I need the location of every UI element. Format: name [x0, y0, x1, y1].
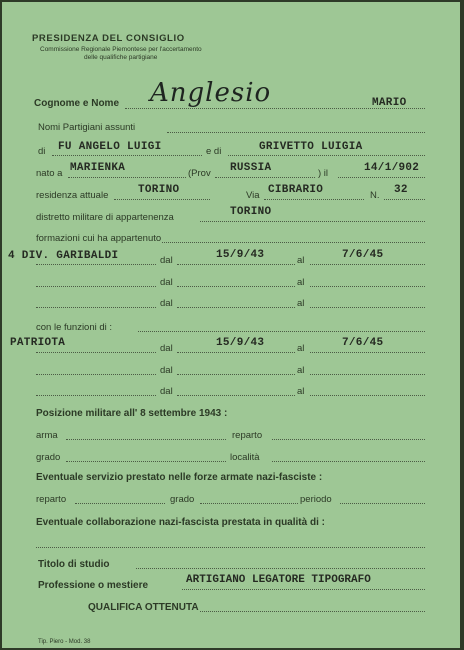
value-nato-a: MARIENKA	[70, 162, 126, 174]
label-residenza: residenza attuale	[36, 190, 109, 201]
label-dal-3: dal	[160, 298, 173, 309]
field-line-servizio-reparto	[75, 503, 165, 504]
field-line-formazione-2	[36, 286, 156, 287]
field-line-grado	[66, 461, 226, 462]
label-fal-3: al	[297, 386, 305, 397]
field-line-data-nascita	[338, 177, 425, 178]
label-e-di: e di	[206, 146, 222, 157]
field-line-servizio-grado	[200, 503, 298, 504]
label-grado: grado	[36, 452, 61, 463]
label-nato-a: nato a	[36, 168, 63, 179]
value-numero: 32	[394, 184, 408, 196]
printer-imprint: Tip. Piero - Mod. 38	[38, 639, 91, 645]
label-servizio-grado: grado	[170, 494, 195, 505]
field-line-funzioni	[138, 331, 425, 332]
field-line-fdal-2	[177, 374, 295, 375]
field-line-nato	[68, 177, 186, 178]
label-distretto: distretto militare di appartenenza	[36, 212, 174, 223]
field-line-dal-3	[177, 307, 295, 308]
value-funzione-al: 7/6/45	[342, 337, 384, 349]
label-servizio-reparto: reparto	[36, 494, 67, 505]
label-fdal-3: dal	[160, 386, 173, 397]
header-line-1: Commissione Regionale Piemontese per l'accertamento	[40, 46, 202, 53]
field-line-funzione-1	[36, 352, 156, 353]
field-line-al-3	[310, 307, 425, 308]
label-formazioni: formazioni cui ha appartenuto	[36, 233, 162, 244]
field-line-fal-2	[310, 374, 425, 375]
label-titolo-studio: Titolo di studio	[38, 559, 110, 570]
header-title: PRESIDENZA DEL CONSIGLIO	[32, 33, 185, 44]
label-posizione-militare: Posizione militare all' 8 settembre 1943 :	[36, 408, 228, 419]
field-line-fdal-3	[177, 395, 295, 396]
value-funzione: PATRIOTA	[10, 337, 66, 349]
value-data-nascita: 14/1/902	[364, 162, 420, 174]
label-fdal-2: dal	[160, 365, 173, 376]
label-funzioni: con le funzioni di :	[36, 322, 113, 333]
label-arma: arma	[36, 430, 58, 441]
label-collaborazione: Eventuale collaborazione nazi-fascista prestata in qualità di :	[36, 517, 325, 528]
value-formazione-dal: 15/9/43	[216, 249, 265, 261]
field-line-funzione-2	[36, 374, 156, 375]
field-line-funzione-3	[36, 395, 156, 396]
value-funzione-dal: 15/9/43	[216, 337, 265, 349]
label-nomi-partigiani: Nomi Partigiani assunti	[38, 122, 136, 133]
field-line-reparto	[272, 439, 425, 440]
field-line-formazione-3	[36, 307, 156, 308]
field-line-dal-2	[177, 286, 295, 287]
value-distretto: TORINO	[230, 206, 272, 218]
label-servizio-nazifascista: Eventuale servizio prestato nelle forze armate nazi-fasciste :	[36, 472, 323, 483]
field-line-fdal-1	[177, 352, 295, 353]
field-line-qualifica	[200, 611, 425, 612]
label-numero: N.	[370, 190, 380, 201]
field-line-dal-1	[177, 264, 295, 265]
value-padre: FU ANGELO LUIGI	[58, 141, 162, 153]
field-line-nomi	[167, 132, 425, 133]
value-nome: MARIO	[372, 97, 407, 109]
field-line-professione	[182, 589, 425, 590]
field-line-formazione-1	[36, 264, 156, 265]
label-fal-1: al	[297, 343, 305, 354]
header-line-2: delle qualifiche partigiane	[84, 54, 158, 61]
field-line-fal-3	[310, 395, 425, 396]
value-residenza: TORINO	[138, 184, 180, 196]
field-line-servizio-periodo	[340, 503, 425, 504]
field-line-padre	[52, 155, 202, 156]
label-professione: Professione o mestiere	[38, 580, 149, 591]
field-line-localita	[272, 461, 425, 462]
value-madre: GRIVETTO LUIGIA	[259, 141, 363, 153]
field-line-fal-1	[310, 352, 425, 353]
value-via: CIBRARIO	[268, 184, 324, 196]
label-di: di	[38, 146, 46, 157]
value-professione: ARTIGIANO LEGATORE TIPOGRAFO	[186, 574, 371, 586]
value-formazione: 4 DIV. GARIBALDI	[8, 250, 119, 262]
field-line-collaborazione	[36, 547, 425, 548]
field-line-titolo-studio	[136, 568, 425, 569]
label-al-2: al	[297, 277, 305, 288]
label-fal-2: al	[297, 365, 305, 376]
label-dal-1: dal	[160, 255, 173, 266]
field-line-distretto	[200, 221, 425, 222]
field-line-formazioni	[162, 242, 425, 243]
field-line-prov	[215, 177, 315, 178]
label-via: Via	[246, 190, 260, 201]
label-dal-2: dal	[160, 277, 173, 288]
label-al-1: al	[297, 255, 305, 266]
label-prov: (Prov	[188, 168, 211, 179]
label-cognome-nome: Cognome e Nome	[34, 98, 120, 109]
field-line-madre	[228, 155, 425, 156]
field-line-residenza	[114, 199, 210, 200]
label-localita: località	[230, 452, 260, 463]
value-formazione-al: 7/6/45	[342, 249, 384, 261]
field-line-al-2	[310, 286, 425, 287]
field-line-al-1	[310, 264, 425, 265]
label-al-3: al	[297, 298, 305, 309]
value-prov: RUSSIA	[230, 162, 272, 174]
label-servizio-periodo: periodo	[300, 494, 332, 505]
label-qualifica: QUALIFICA OTTENUTA	[88, 602, 199, 613]
label-reparto: reparto	[232, 430, 263, 441]
field-line-numero	[384, 199, 425, 200]
field-line-via	[264, 199, 364, 200]
partisan-record-card	[2, 2, 460, 648]
value-cognome-handwritten: Anglesio	[150, 78, 272, 108]
label-il: ) il	[318, 168, 329, 179]
label-fdal-1: dal	[160, 343, 173, 354]
field-line-arma	[66, 439, 226, 440]
